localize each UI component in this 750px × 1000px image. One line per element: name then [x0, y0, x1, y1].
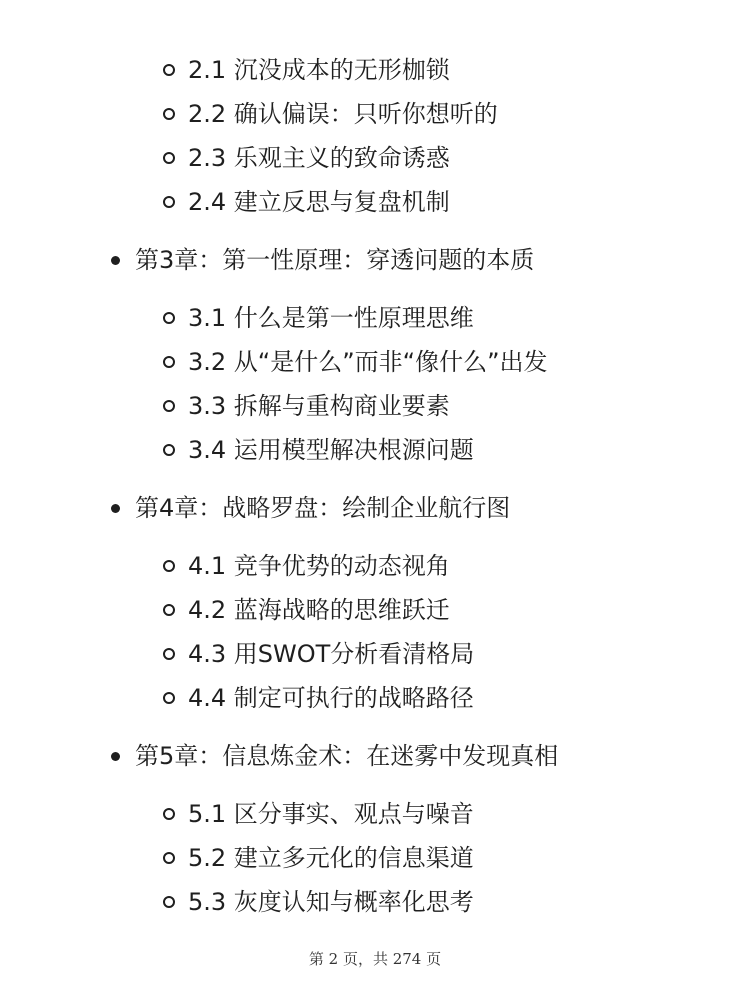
toc-section-item[interactable]: [0, 880, 750, 924]
toc-section-item[interactable]: [0, 544, 750, 588]
toc-section-item[interactable]: [0, 296, 750, 340]
hollow-bullet-icon: [163, 108, 175, 120]
solid-bullet-icon: [111, 752, 120, 761]
toc-section-label: 4.3 用SWOT分析看清格局: [188, 640, 475, 668]
toc-section-label: 2.3 乐观主义的致命诱惑: [188, 144, 450, 172]
hollow-bullet-icon: [163, 852, 175, 864]
toc-section-item[interactable]: [0, 92, 750, 136]
hollow-bullet-icon: [163, 604, 175, 616]
toc-section-item[interactable]: [0, 792, 750, 836]
page-number-footer: 第 2 页，共 274 页: [308, 950, 442, 968]
toc-section-label: 5.3 灰度认知与概率化思考: [188, 888, 474, 916]
toc-section-item[interactable]: [0, 180, 750, 224]
toc-section-label: 3.4 运用模型解决根源问题: [188, 436, 474, 464]
toc-section-label: 4.1 竞争优势的动态视角: [188, 552, 450, 580]
toc-chapter-3[interactable]: [0, 240, 750, 280]
toc-section-label: 4.2 蓝海战略的思维跃迁: [188, 596, 450, 624]
hollow-bullet-icon: [163, 808, 175, 820]
section-list-chapter-2: [0, 48, 750, 224]
toc-section-label: 5.2 建立多元化的信息渠道: [188, 844, 474, 872]
hollow-bullet-icon: [163, 692, 175, 704]
section-list-chapter-3: [0, 296, 750, 472]
toc-section-label: 2.2 确认偏误：只听你想听的: [188, 100, 498, 128]
toc-section-item[interactable]: [0, 632, 750, 676]
hollow-bullet-icon: [163, 356, 175, 368]
hollow-bullet-icon: [163, 648, 175, 660]
toc-section-label: 4.4 制定可执行的战略路径: [188, 684, 474, 712]
table-of-contents: [0, 48, 750, 924]
toc-section-item[interactable]: [0, 676, 750, 720]
hollow-bullet-icon: [163, 152, 175, 164]
hollow-bullet-icon: [163, 400, 175, 412]
toc-chapter-5[interactable]: [0, 736, 750, 776]
toc-section-item[interactable]: [0, 836, 750, 880]
hollow-bullet-icon: [163, 896, 175, 908]
chapter-title: 第3章：第一性原理：穿透问题的本质: [135, 246, 535, 274]
toc-section-item[interactable]: [0, 384, 750, 428]
toc-section-label: 5.1 区分事实、观点与噪音: [188, 800, 474, 828]
toc-section-label: 2.4 建立反思与复盘机制: [188, 188, 450, 216]
toc-section-item[interactable]: [0, 588, 750, 632]
toc-section-label: 3.2 从“是什么”而非“像什么”出发: [188, 348, 548, 376]
toc-section-label: 2.1 沉没成本的无形枷锁: [188, 56, 450, 84]
hollow-bullet-icon: [163, 444, 175, 456]
toc-section-label: 3.1 什么是第一性原理思维: [188, 304, 474, 332]
hollow-bullet-icon: [163, 196, 175, 208]
chapter-title: 第4章：战略罗盘：绘制企业航行图: [135, 494, 511, 522]
section-list-chapter-4: [0, 544, 750, 720]
solid-bullet-icon: [111, 504, 120, 513]
section-list-chapter-5: [0, 792, 750, 924]
toc-section-item[interactable]: [0, 428, 750, 472]
chapter-title: 第5章：信息炼金术：在迷雾中发现真相: [135, 742, 559, 770]
toc-section-item[interactable]: [0, 136, 750, 180]
hollow-bullet-icon: [163, 312, 175, 324]
toc-section-item[interactable]: [0, 48, 750, 92]
hollow-bullet-icon: [163, 64, 175, 76]
toc-section-item[interactable]: [0, 340, 750, 384]
solid-bullet-icon: [111, 256, 120, 265]
hollow-bullet-icon: [163, 560, 175, 572]
toc-section-label: 3.3 拆解与重构商业要素: [188, 392, 450, 420]
toc-chapter-4[interactable]: [0, 488, 750, 528]
